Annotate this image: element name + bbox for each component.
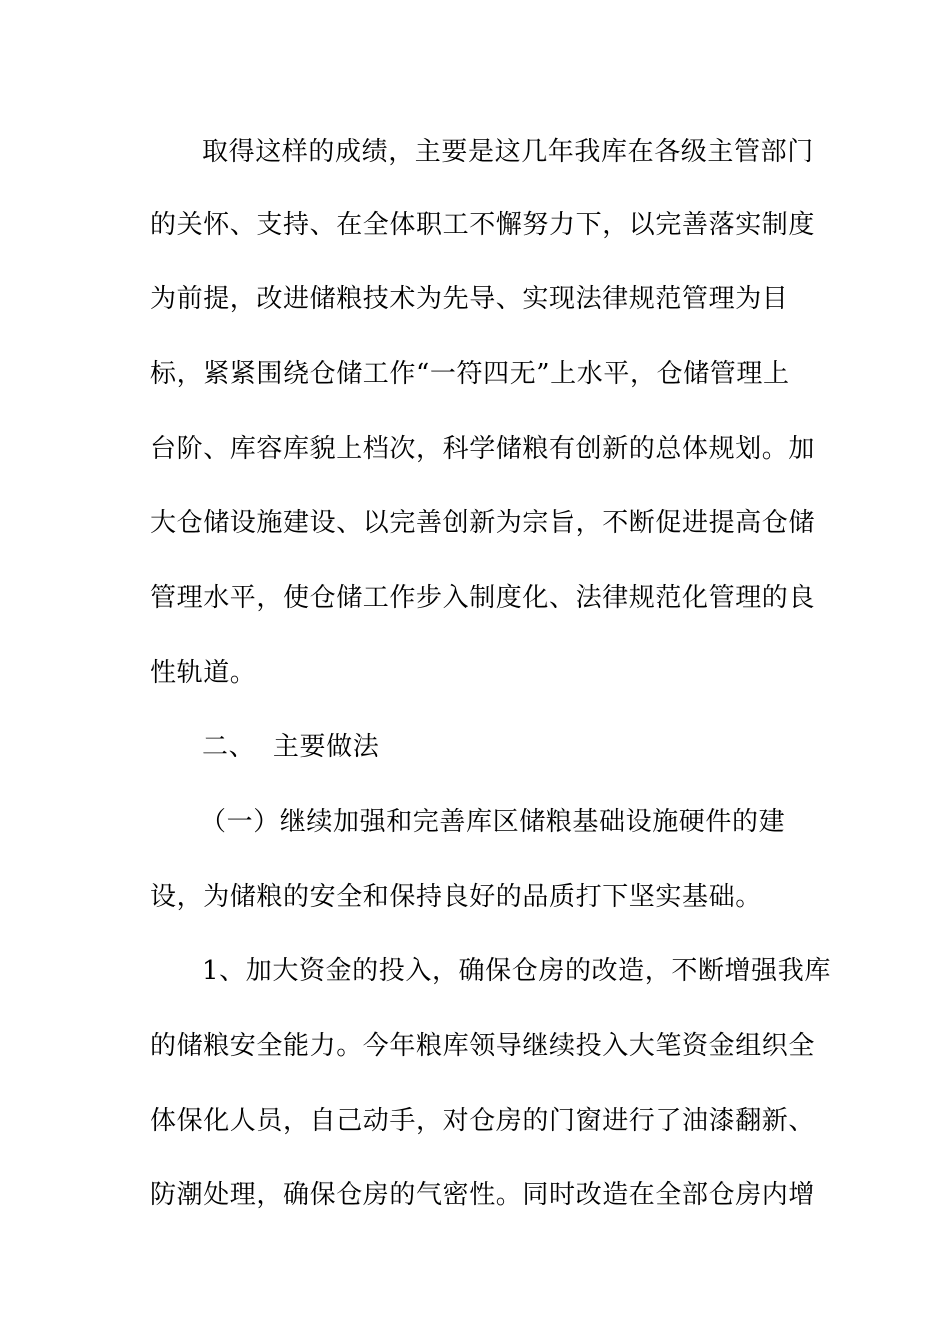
paragraph-line: 1、加大资金的投入，确保仓房的改造，不断增强我库: [202, 956, 831, 986]
paragraph-line: 防潮处理，确保仓房的气密性。同时改造在全部仓房内增: [150, 1180, 816, 1210]
subsection-heading-line: 设，为储粮的安全和保持良好的品质打下坚实基础。: [150, 882, 762, 912]
section-heading: 二、 主要做法: [202, 732, 380, 762]
paragraph-line: 取得这样的成绩，主要是这几年我库在各级主管部门: [202, 137, 814, 167]
paragraph-line: 大仓储设施建设、以完善创新为宗旨，不断促进提高仓储: [150, 508, 816, 538]
paragraph-line: 性轨道。: [150, 658, 257, 688]
paragraph-line: 台阶、库容库貌上档次，科学储粮有创新的总体规划。加: [150, 434, 816, 464]
paragraph-line: 标，紧紧围绕仓储工作“一符四无”上水平，仓储管理上: [150, 359, 790, 389]
paragraph-line: 体保化人员，自己动手，对仓房的门窗进行了油漆翻新、: [150, 1106, 816, 1136]
paragraph-line: 的储粮安全能力。今年粮库领导继续投入大笔资金组织全: [150, 1031, 816, 1061]
paragraph-line: 管理水平，使仓储工作步入制度化、法律规范化管理的良: [150, 583, 816, 613]
paragraph-line: 的关怀、支持、在全体职工不懈努力下，以完善落实制度: [150, 210, 816, 240]
paragraph-line: 为前提，改进储粮技术为先导、实现法律规范管理为目: [150, 284, 789, 314]
subsection-heading-line: （一）继续加强和完善库区储粮基础设施硬件的建: [200, 807, 786, 837]
